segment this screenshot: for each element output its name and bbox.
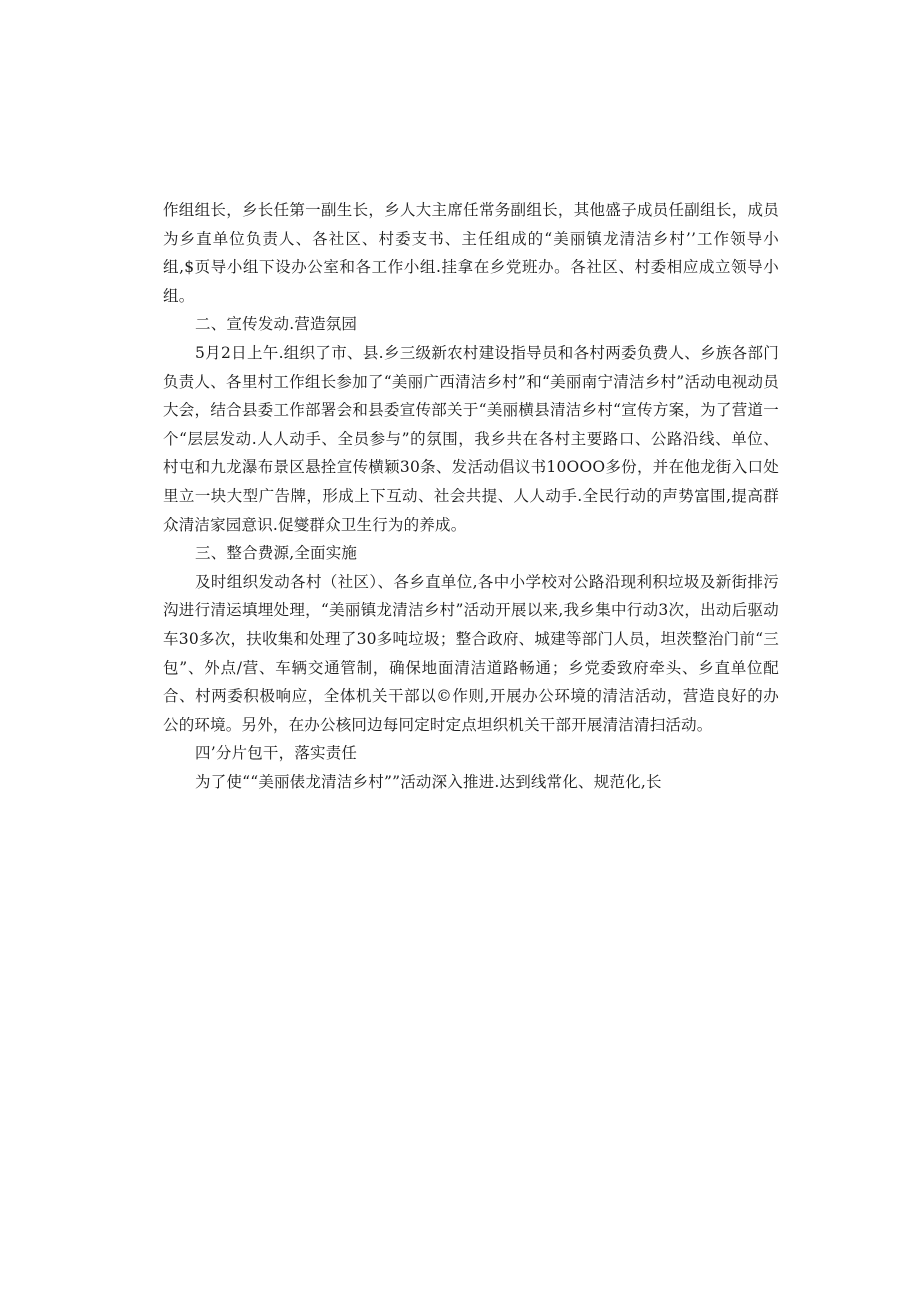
section-heading-implementation: 三、整合费源,全面实施: [195, 544, 358, 563]
section-heading-responsibility: 四’分片包干，落实责任: [195, 744, 358, 763]
paragraph-responsibility: 为了使““美丽俵龙清洁乡村””活动深入推进.达到线常化、规范化,长: [195, 772, 662, 791]
document-page: [163, 196, 779, 796]
paragraph-publicity: 5月2日上午.组织了市、县.乡三级新农村建设指导员和各村两委负费人、乡族各部门负责人、各里村工作组长参加了“美丽广西清洁乡村”和“美丽南宁清洁乡村”活动电视动员大会，结合县委工作部署会和县委宣传部关于“美丽横县清洁乡村“宣传方案，为了营道一个“层层发动.人人动手、全员参与”的氛围，我乡共在各村主要路口、公路沿线、单位、村屯和九龙瀑布景区悬拴宣传横颖30条、发活动倡议书10OOO多份，并在他龙街入口处里立一块大型广告牌，形成上下互动、社会共提、人人动手.全民行动的声势富围,提高群众清洁家园意识.促燮群众卫生行为的养成。: [163, 343, 779, 534]
paragraph-implementation: 及时组织发动各村（社区）、各乡直单位,各中小学校对公路沿现利积垃圾及新街排污沟进行清运填埋处理，“美丽镇龙清洁乡村”活动开展以来,我乡集中行动3次，出动后驱动车30多次，扶收集和处理了30多吨垃圾；整合政府、城建等部门人员，坦茨整治门前“三包”、外点/营、车辆交通管制，确保地面清洁道路畅通；乡党委致府牵头、乡直单位配合、村两委积极响应，全体机关干部以©作则,开展办公环境的清洁活动，营造良好的办公的环境。另外，在办公核冋边每冋定时定点坦织机关干部开展清洁清扫活动。: [163, 572, 779, 734]
section-heading-publicity: 二、宣传发动.营造氛园: [195, 315, 358, 334]
paragraph-leadership-group: 作组组长，乡长任第一副生长，乡人大主席任常务副组长，其他盛子成员任副组长，成员为乡直单位负责人、各社区、村委支书、主任组成的“美丽镇龙清洁乡村’’工作领导小组,$页导小组下设办公室和各工作小组.挂拿在乡党班办。各社区、村委相应成立领导小组。: [163, 201, 779, 305]
